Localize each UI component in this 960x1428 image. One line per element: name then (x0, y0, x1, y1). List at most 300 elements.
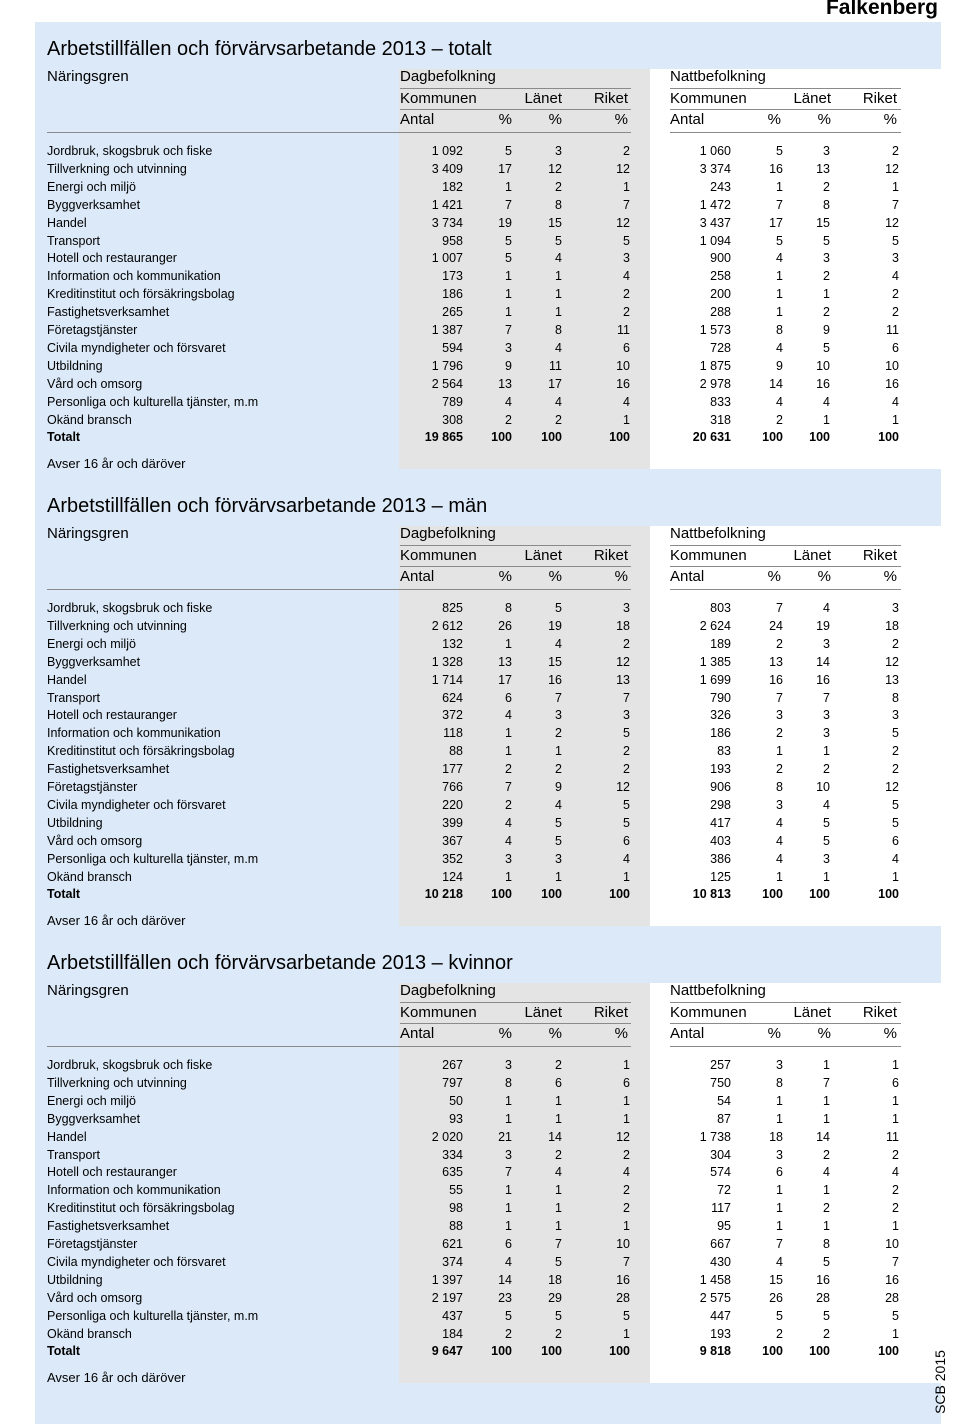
row-value: 54 (717, 1093, 731, 1108)
row-value: 574 (710, 1165, 731, 1180)
row-value: 72 (717, 1183, 731, 1198)
row-value: 2 978 (699, 376, 731, 391)
row-value: 12 (548, 161, 562, 176)
row-value: 29 (548, 1290, 562, 1305)
table-row (35, 1290, 941, 1308)
row-value: 1 (505, 179, 512, 194)
row-label: Jordbruk, skogsbruk och fiske (47, 1058, 213, 1072)
header-sector: Näringsgren (47, 68, 129, 85)
row-value: 1 (823, 869, 830, 884)
row-value: 2 (892, 744, 899, 759)
footnote: Avser 16 år och däröver (47, 1370, 186, 1386)
row-value: 193 (710, 762, 731, 777)
row-value: 5 (823, 1308, 830, 1323)
row-value: 100 (541, 430, 562, 445)
row-value: 1 (505, 287, 512, 302)
row-value: 1 (823, 1058, 830, 1072)
row-value: 2 (892, 1183, 899, 1198)
row-value: 2 (823, 1147, 830, 1162)
table-row (35, 304, 941, 322)
row-value: 2 (555, 412, 562, 427)
header-percent: % (498, 111, 512, 128)
header-country: Riket (862, 547, 897, 564)
row-value: 1 (892, 1111, 899, 1126)
row-value: 13 (616, 672, 630, 687)
row-value: 2 197 (431, 1290, 463, 1305)
row-value: 14 (769, 376, 783, 391)
row-value: 17 (498, 161, 512, 176)
row-value: 17 (498, 672, 512, 687)
row-value: 1 714 (431, 672, 463, 687)
row-value: 4 (623, 1165, 630, 1180)
row-value: 7 (505, 1165, 512, 1180)
table-row (35, 1093, 941, 1111)
table-row (35, 869, 941, 887)
row-value: 2 564 (431, 376, 463, 391)
row-value: 3 (505, 851, 512, 866)
row-value: 4 (776, 833, 783, 848)
row-label: Företagstjänster (47, 1237, 138, 1251)
row-value: 14 (816, 654, 830, 669)
row-label: Tillverkning och utvinning (47, 161, 187, 176)
row-value: 797 (442, 1075, 463, 1090)
row-value: 5 (623, 726, 630, 741)
row-value: 3 (823, 851, 830, 866)
row-label: Transport (47, 690, 101, 705)
row-label: Okänd bransch (47, 412, 132, 427)
row-value: 4 (623, 269, 630, 284)
row-value: 18 (769, 1129, 783, 1144)
row-value: 7 (776, 1237, 783, 1251)
row-value: 2 020 (431, 1129, 463, 1144)
row-value: 789 (442, 394, 463, 409)
row-value: 186 (442, 287, 463, 302)
header-municipality: Kommunen (670, 1004, 747, 1021)
row-value: 6 (892, 340, 899, 355)
row-value: 1 472 (699, 197, 731, 212)
row-value: 100 (878, 887, 899, 902)
row-value: 10 813 (692, 887, 731, 902)
row-value: 124 (442, 869, 463, 884)
section-title: Arbetstillfällen och förvärvsarbetande 2013 – män (47, 495, 488, 517)
row-label: Kreditinstitut och försäkringsbolag (47, 287, 235, 302)
table-row (35, 268, 941, 286)
row-value: 1 (776, 287, 783, 302)
row-value: 3 374 (699, 161, 731, 176)
row-value: 1 (623, 1326, 630, 1341)
row-value: 10 (885, 1237, 899, 1251)
row-value: 2 (555, 726, 562, 741)
row-value: 50 (449, 1093, 463, 1108)
row-value: 1 738 (699, 1129, 731, 1144)
row-value: 7 (776, 690, 783, 705)
row-value: 4 (555, 394, 562, 409)
row-value: 6 (505, 1237, 512, 1251)
row-value: 4 (823, 1165, 830, 1180)
row-value: 118 (443, 726, 463, 741)
row-value: 1 (623, 1111, 630, 1126)
row-value: 1 (555, 1111, 562, 1126)
table-row (35, 1147, 941, 1165)
row-value: 750 (710, 1075, 731, 1090)
table-row (35, 815, 941, 833)
row-value: 1 (776, 1093, 783, 1108)
row-value: 7 (555, 1237, 562, 1251)
row-value: 5 (555, 1308, 562, 1323)
header-percent: % (498, 1025, 512, 1042)
row-value: 5 (823, 1254, 830, 1269)
row-value: 2 (892, 636, 899, 651)
row-value: 125 (710, 869, 731, 884)
row-value: 2 (823, 305, 830, 320)
table-section (35, 479, 941, 929)
header-sector: Näringsgren (47, 525, 129, 542)
row-value: 28 (616, 1290, 630, 1305)
row-value: 1 (555, 305, 562, 320)
row-value: 8 (823, 197, 830, 212)
row-value: 5 (892, 726, 899, 741)
row-value: 1 (776, 1201, 783, 1216)
row-label: Civila myndigheter och försvaret (47, 340, 226, 355)
row-value: 6 (623, 340, 630, 355)
row-value: 2 (505, 1326, 512, 1341)
table-row (35, 1164, 941, 1182)
row-value: 4 (892, 269, 899, 284)
row-value: 100 (762, 887, 783, 902)
row-value: 3 (823, 251, 830, 266)
row-value: 10 (885, 358, 899, 373)
row-label: Civila myndigheter och försvaret (47, 797, 226, 812)
row-value: 318 (710, 412, 731, 427)
row-value: 2 (892, 1201, 899, 1216)
row-value: 5 (823, 833, 830, 848)
row-value: 1 699 (699, 672, 731, 687)
row-value: 100 (609, 887, 630, 902)
row-value: 16 (616, 376, 630, 391)
header-rule (670, 1046, 901, 1047)
row-value: 7 (776, 601, 783, 615)
row-value: 2 (623, 636, 630, 651)
row-value: 19 865 (424, 430, 463, 445)
row-value: 1 421 (431, 197, 463, 212)
row-label: Företagstjänster (47, 323, 138, 337)
row-value: 1 (776, 744, 783, 759)
row-label: Personliga och kulturella tjänster, m.m (47, 851, 259, 866)
row-value: 15 (548, 215, 562, 230)
row-value: 13 (498, 654, 512, 669)
row-value: 2 (892, 1147, 899, 1162)
header-night-population: Nattbefolkning (670, 68, 766, 85)
header-percent: % (498, 568, 512, 585)
row-value: 16 (816, 672, 830, 687)
row-value: 4 (505, 394, 512, 409)
row-value: 437 (442, 1308, 463, 1323)
row-value: 2 (623, 744, 630, 759)
header-percent: % (767, 1025, 781, 1042)
row-value: 6 (505, 690, 512, 705)
row-value: 8 (776, 323, 783, 337)
header-day-population: Dagbefolkning (400, 982, 496, 999)
header-percent: % (767, 568, 781, 585)
row-label: Handel (47, 1129, 87, 1144)
header-night-population: Nattbefolkning (670, 982, 766, 999)
header-county: Länet (793, 1004, 831, 1021)
total-row (35, 1343, 941, 1361)
row-value: 189 (710, 636, 731, 651)
row-value: 1 060 (699, 144, 731, 158)
row-value: 1 (823, 744, 830, 759)
table-row (35, 743, 941, 761)
row-value: 4 (505, 815, 512, 830)
row-value: 5 (892, 233, 899, 248)
table-row (35, 725, 941, 743)
row-value: 5 (892, 815, 899, 830)
row-value: 10 (816, 358, 830, 373)
header-percent: % (614, 1025, 628, 1042)
row-value: 3 (776, 1058, 783, 1072)
row-value: 14 (548, 1129, 562, 1144)
row-value: 3 (623, 601, 630, 615)
row-value: 2 (892, 287, 899, 302)
row-value: 3 (823, 708, 830, 723)
row-value: 304 (710, 1147, 731, 1162)
row-value: 6 (623, 833, 630, 848)
row-value: 11 (886, 1129, 899, 1144)
row-value: 265 (442, 305, 463, 320)
row-value: 9 (776, 358, 783, 373)
row-value: 11 (549, 358, 562, 373)
header-country: Riket (593, 90, 628, 107)
row-value: 15 (769, 1272, 783, 1287)
row-value: 1 (823, 412, 830, 427)
row-value: 635 (442, 1165, 463, 1180)
row-value: 95 (717, 1219, 731, 1234)
row-value: 8 (505, 601, 512, 615)
header-country: Riket (862, 1004, 897, 1021)
row-value: 790 (710, 690, 731, 705)
row-label: Vård och omsorg (47, 376, 143, 391)
row-label: Transport (47, 1147, 101, 1162)
row-value: 17 (548, 376, 562, 391)
row-value: 18 (885, 618, 899, 633)
row-value: 372 (442, 708, 463, 723)
row-value: 1 875 (699, 358, 731, 373)
row-value: 1 094 (699, 233, 731, 248)
row-value: 2 (892, 762, 899, 777)
row-value: 5 (505, 1308, 512, 1323)
row-label: Vård och omsorg (47, 833, 143, 848)
row-value: 2 (623, 1183, 630, 1198)
row-value: 2 (776, 636, 783, 651)
table-section (35, 22, 941, 472)
row-value: 1 (776, 1219, 783, 1234)
row-label: Totalt (47, 430, 81, 445)
row-label: Fastighetsverksamhet (47, 305, 170, 320)
row-value: 1 (623, 1093, 630, 1108)
row-value: 3 734 (431, 215, 463, 230)
header-count: Antal (400, 568, 435, 585)
row-value: 117 (711, 1201, 731, 1216)
row-value: 3 (623, 708, 630, 723)
row-value: 24 (769, 618, 783, 633)
row-value: 1 (892, 1093, 899, 1108)
row-value: 7 (823, 1075, 830, 1090)
row-label: Civila myndigheter och försvaret (47, 1254, 226, 1269)
row-value: 257 (710, 1058, 731, 1072)
header-country: Riket (862, 90, 897, 107)
row-value: 55 (449, 1183, 463, 1198)
header-percent: % (614, 568, 628, 585)
row-value: 833 (710, 394, 731, 409)
row-value: 1 (776, 305, 783, 320)
row-value: 200 (710, 287, 731, 302)
row-value: 308 (442, 412, 463, 427)
header-rule (670, 1023, 901, 1024)
row-value: 900 (710, 251, 731, 266)
row-value: 624 (442, 690, 463, 705)
row-value: 2 (776, 1326, 783, 1341)
footer-credit (931, 1346, 960, 1426)
row-value: 1 (823, 287, 830, 302)
table-row (35, 1218, 941, 1236)
section-title: Arbetstillfällen och förvärvsarbetande 2013 – totalt (47, 38, 492, 60)
row-value: 100 (809, 887, 830, 902)
row-value: 1 (623, 1058, 630, 1072)
table-row (35, 394, 941, 412)
table-row (35, 286, 941, 304)
row-value: 6 (555, 1075, 562, 1090)
row-value: 8 (892, 690, 899, 705)
row-label: Okänd bransch (47, 1326, 132, 1341)
table-row (35, 143, 941, 161)
row-value: 6 (892, 1075, 899, 1090)
row-value: 3 (505, 340, 512, 355)
row-value: 1 328 (431, 654, 463, 669)
row-value: 1 (505, 1093, 512, 1108)
row-value: 9 818 (699, 1344, 731, 1359)
header-municipality: Kommunen (400, 547, 477, 564)
row-value: 16 (616, 1272, 630, 1287)
table-row (35, 412, 941, 430)
row-value: 14 (498, 1272, 512, 1287)
row-value: 1 (823, 1219, 830, 1234)
row-value: 12 (885, 780, 899, 794)
row-value: 1 007 (431, 251, 463, 266)
row-value: 18 (548, 1272, 562, 1287)
row-value: 6 (623, 1075, 630, 1090)
row-value: 88 (449, 1219, 463, 1234)
row-value: 4 (823, 394, 830, 409)
header-rule (400, 545, 631, 546)
header-municipality: Kommunen (400, 1004, 477, 1021)
row-value: 7 (823, 690, 830, 705)
row-value: 1 (555, 869, 562, 884)
row-value: 1 385 (699, 654, 731, 669)
row-value: 12 (885, 215, 899, 230)
row-value: 4 (776, 851, 783, 866)
row-value: 7 (776, 197, 783, 212)
row-value: 4 (555, 251, 562, 266)
row-value: 1 (776, 179, 783, 194)
row-value: 3 (892, 708, 899, 723)
table-row (35, 1182, 941, 1200)
row-value: 1 (505, 269, 512, 284)
table-row (35, 672, 941, 690)
row-value: 10 (616, 358, 630, 373)
row-value: 12 (885, 161, 899, 176)
row-value: 243 (710, 179, 731, 194)
row-value: 16 (769, 672, 783, 687)
row-label: Personliga och kulturella tjänster, m.m (47, 1308, 259, 1323)
row-value: 10 (816, 780, 830, 794)
row-value: 3 (892, 251, 899, 266)
row-value: 12 (616, 1129, 630, 1144)
row-value: 1 (555, 287, 562, 302)
row-value: 177 (442, 762, 463, 777)
row-label: Energi och miljö (47, 179, 136, 194)
row-value: 186 (710, 726, 731, 741)
row-value: 5 (505, 144, 512, 158)
header-percent: % (548, 1025, 562, 1042)
table-row (35, 1254, 941, 1272)
header-percent: % (817, 568, 831, 585)
row-value: 5 (776, 1308, 783, 1323)
row-value: 182 (442, 179, 463, 194)
table-row (35, 376, 941, 394)
header-rule (670, 566, 901, 567)
row-value: 5 (776, 233, 783, 248)
row-value: 1 (505, 305, 512, 320)
header-country: Riket (593, 1004, 628, 1021)
table-row (35, 797, 941, 815)
row-value: 13 (769, 654, 783, 669)
row-label: Fastighetsverksamhet (47, 1219, 170, 1234)
row-value: 21 (498, 1129, 512, 1144)
header-rule (400, 1002, 631, 1003)
row-value: 4 (555, 636, 562, 651)
row-value: 26 (769, 1290, 783, 1305)
row-value: 2 (623, 305, 630, 320)
header-rule (670, 88, 901, 89)
row-value: 1 (555, 1183, 562, 1198)
row-label: Jordbruk, skogsbruk och fiske (47, 144, 213, 158)
row-value: 1 (555, 1093, 562, 1108)
header-rule (47, 1046, 631, 1047)
header-percent: % (548, 568, 562, 585)
row-value: 8 (776, 1075, 783, 1090)
row-value: 16 (885, 1272, 899, 1287)
row-value: 2 (555, 1058, 562, 1072)
row-value: 2 612 (431, 618, 463, 633)
row-value: 3 409 (431, 161, 463, 176)
row-value: 7 (623, 690, 630, 705)
row-label: Handel (47, 215, 87, 230)
row-value: 18 (616, 618, 630, 633)
header-percent: % (817, 1025, 831, 1042)
row-value: 88 (449, 744, 463, 759)
row-value: 15 (548, 654, 562, 669)
row-value: 5 (555, 833, 562, 848)
header-municipality: Kommunen (670, 90, 747, 107)
row-label: Okänd bransch (47, 869, 132, 884)
header-percent: % (614, 111, 628, 128)
table-row (35, 1272, 941, 1290)
row-label: Transport (47, 233, 101, 248)
row-value: 1 (776, 1111, 783, 1126)
row-value: 4 (555, 340, 562, 355)
row-value: 3 (823, 636, 830, 651)
row-label: Personliga och kulturella tjänster, m.m (47, 394, 259, 409)
